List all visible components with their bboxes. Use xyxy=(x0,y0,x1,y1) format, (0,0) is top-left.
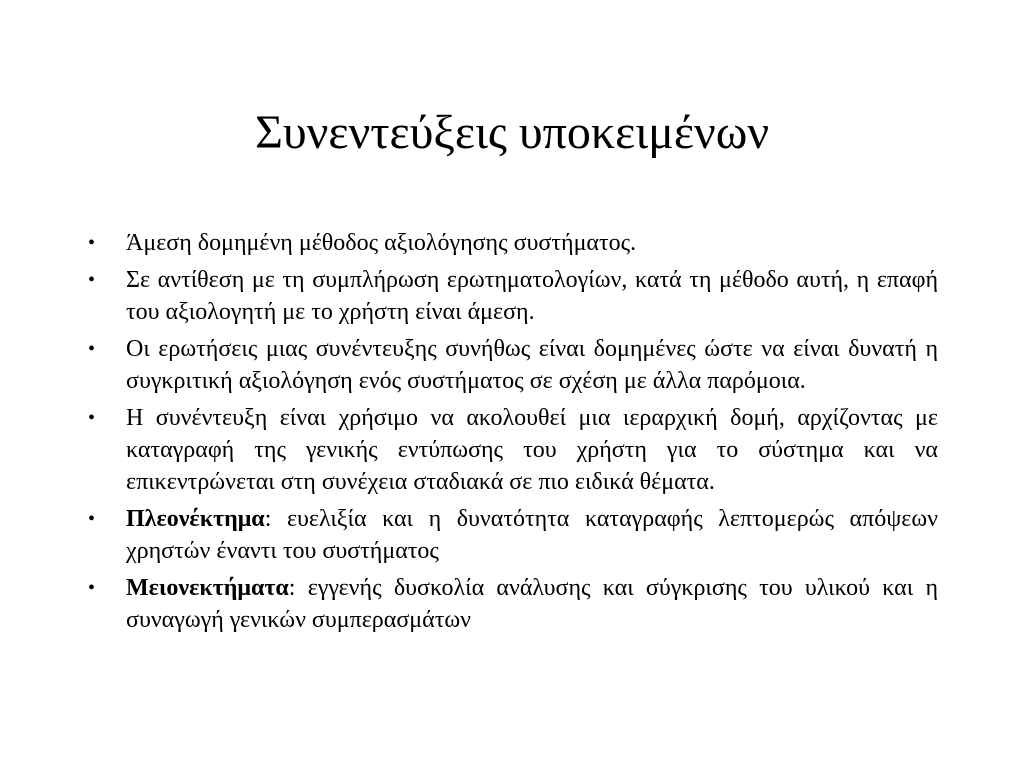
bullet-dot-icon: • xyxy=(88,338,96,360)
bullet-item xyxy=(88,227,938,259)
bullet-text: Σε αντίθεση με τη συμπλήρωση ερωτηματολογίων, κατά τη μέθοδο αυτή, η επαφή του αξιολογητή με το χρήστη είναι άμεση. xyxy=(126,267,938,325)
bullet-list xyxy=(88,227,938,641)
bullet-item-disadvantage xyxy=(88,572,938,636)
advantage-text: : ευελιξία και η δυνατότητα καταγραφής λεπτομερώς απόψεων χρηστών έναντι του συστήματος xyxy=(126,506,938,564)
bullet-item xyxy=(88,402,938,498)
bullet-dot-icon: • xyxy=(88,407,96,429)
bullet-dot-icon: • xyxy=(88,269,96,291)
advantage-term: Πλεονέκτημα xyxy=(126,506,265,532)
bullet-dot-icon: • xyxy=(88,508,96,530)
bullet-item-advantage xyxy=(88,503,938,567)
bullet-dot-icon: • xyxy=(88,232,96,254)
disadvantage-term: Μειονεκτήματα xyxy=(126,575,289,601)
bullet-text: Άμεση δομημένη μέθοδος αξιολόγησης συστήματος. xyxy=(126,230,637,256)
bullet-dot-icon: • xyxy=(88,577,96,599)
bullet-item xyxy=(88,333,938,397)
bullet-text: Οι ερωτήσεις μιας συνέντευξης συνήθως είναι δομημένες ώστε να είναι δυνατή η συγκριτική αξιολόγηση ενός συστήματος σε σχέση με άλλα παρόμοια. xyxy=(126,336,938,394)
bullet-item xyxy=(88,264,938,328)
slide-title: Συνεντεύξεις υποκειμένων xyxy=(254,106,770,159)
bullet-text: Η συνέντευξη είναι χρήσιμο να ακολουθεί μια ιεραρχική δομή, αρχίζοντας με καταγραφή της γενικής εντύπωσης του χρήστη για το σύστημα και να επικεντρώνεται στη συνέχεια σταδιακά σε πιο ειδικά θέματα. xyxy=(126,405,938,495)
disadvantage-text: : εγγενής δυσκολία ανάλυσης και σύγκρισης του υλικού και η συναγωγή γενικών συμπερασμάτων xyxy=(126,575,938,633)
